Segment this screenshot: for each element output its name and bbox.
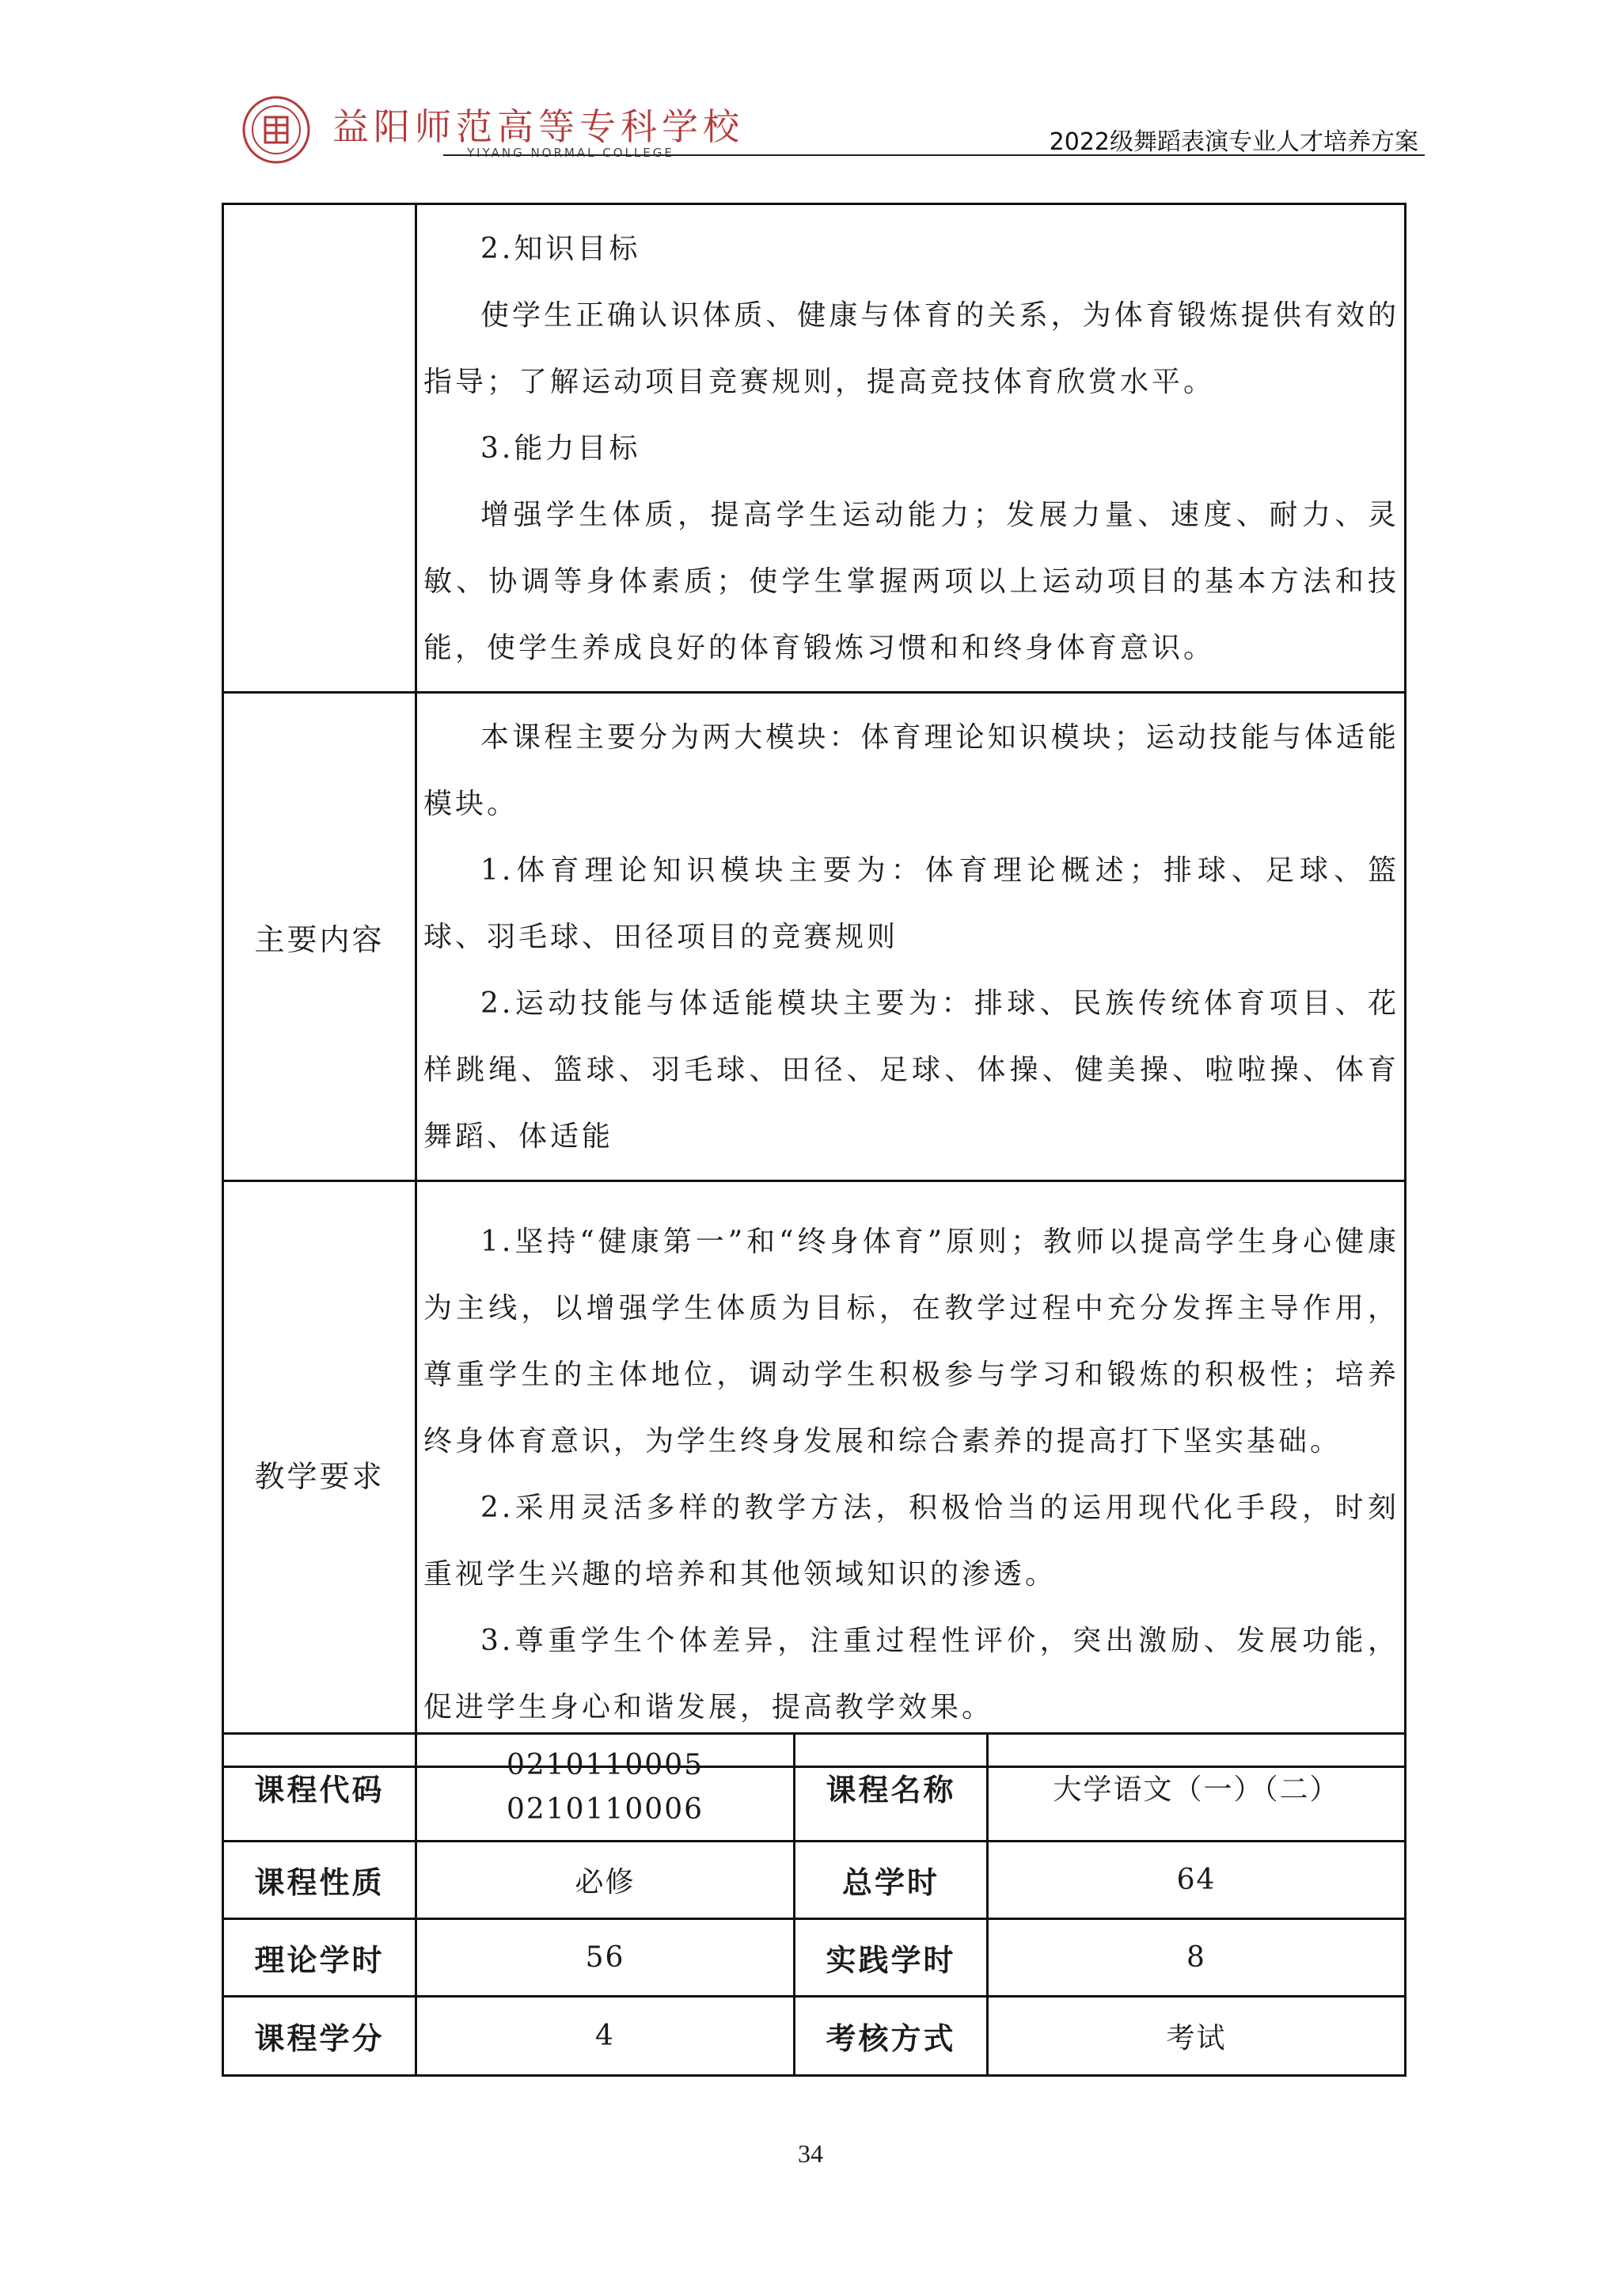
code-value-cell: [416, 1734, 795, 1842]
header-divider: [443, 154, 1425, 156]
name-label: 课程名称: [795, 1734, 988, 1842]
hours-label: 总学时: [795, 1842, 988, 1919]
ability-text: 增强学生体质，提高学生运动能力；发展力量、速度、耐力、灵敏、协调等身体素质；使学生掌握两项以上运动项目的基本方法和技能，使学生养成良好的体育锻炼习惯和和终身体育意识。: [423, 499, 1399, 664]
objectives-row: [223, 204, 1406, 693]
theory-value: 56: [416, 1919, 795, 1997]
course-code: 0210110005: [506, 1748, 704, 1781]
info-row: [223, 1919, 1406, 1997]
college-seal-logo: [241, 95, 311, 165]
document-title: 2022级舞蹈表演专业人才培养方案: [1049, 128, 1418, 156]
content-label: 主要内容: [223, 693, 416, 1181]
objectives-label-cell: [223, 204, 416, 693]
course-name: 大学语文（一）（二）: [988, 1734, 1406, 1842]
credit-value: 4: [416, 1997, 795, 2076]
college-name-en: YIYANG NORMAL COLLEGE: [467, 146, 674, 160]
code-label: 课程代码: [223, 1734, 416, 1842]
credit-label: 课程学分: [223, 1997, 416, 2076]
practice-value: 8: [988, 1919, 1406, 1997]
page-number: 34: [798, 2139, 823, 2168]
objectives-content-cell: [416, 204, 1406, 693]
page-header: [230, 95, 1425, 171]
info-row: [223, 1734, 1406, 1842]
info-row: [223, 1842, 1406, 1919]
requirements-row: [223, 1181, 1406, 1767]
hours-value: 64: [988, 1842, 1406, 1919]
content-paragraph: 1.体育理论知识模块主要为：体育理论概述；排球、足球、篮球、羽毛球、田径项目的竞赛规则: [423, 854, 1399, 953]
requirements-paragraph: 2.采用灵活多样的教学方法，积极恰当的运用现代化手段，时刻重视学生兴趣的培养和其他领域知识的渗透。: [423, 1491, 1399, 1591]
requirements-paragraph: 3.尊重学生个体差异，注重过程性评价，突出激励、发展功能，促进学生身心和谐发展，提高教学效果。: [423, 1624, 1399, 1724]
theory-label: 理论学时: [223, 1919, 416, 1997]
requirements-paragraph: 1.坚持“健康第一”和“终身体育”原则；教师以提高学生身心健康为主线，以增强学生体质为目标，在教学过程中充分发挥主导作用，尊重学生的主体地位，调动学生积极参与学习和锻炼的积极性；培养终身体育意识，为学生终身发展和综合素养的提高打下坚实基础。: [423, 1225, 1399, 1458]
knowledge-heading: 2.知识目标: [480, 233, 641, 265]
content-cell: [416, 693, 1406, 1181]
course-info-table: [222, 1732, 1407, 2077]
nature-label: 课程性质: [223, 1842, 416, 1919]
college-name-cn: 益阳师范高等专科学校: [332, 105, 744, 148]
assess-value: 考试: [988, 1997, 1406, 2076]
info-row: [223, 1997, 1406, 2076]
course-detail-table: [222, 203, 1407, 1768]
content-paragraph: 本课程主要分为两大模块：体育理论知识模块；运动技能与体适能模块。: [423, 721, 1399, 820]
assess-label: 考核方式: [795, 1997, 988, 2076]
requirements-label: 教学要求: [223, 1181, 416, 1767]
content-row: [223, 693, 1406, 1181]
ability-heading: 3.能力目标: [480, 432, 641, 465]
content-paragraph: 2.运动技能与体适能模块主要为：排球、民族传统体育项目、花样跳绳、篮球、羽毛球、田径、足球、体操、健美操、啦啦操、体育舞蹈、体适能: [423, 987, 1399, 1153]
practice-label: 实践学时: [795, 1919, 988, 1997]
requirements-cell: [416, 1181, 1406, 1767]
course-code: 0210110006: [506, 1792, 704, 1826]
knowledge-text: 使学生正确认识体质、健康与体育的关系，为体育锻炼提供有效的指导；了解运动项目竞赛规则，提高竞技体育欣赏水平。: [423, 299, 1399, 398]
nature-value: 必修: [416, 1842, 795, 1919]
